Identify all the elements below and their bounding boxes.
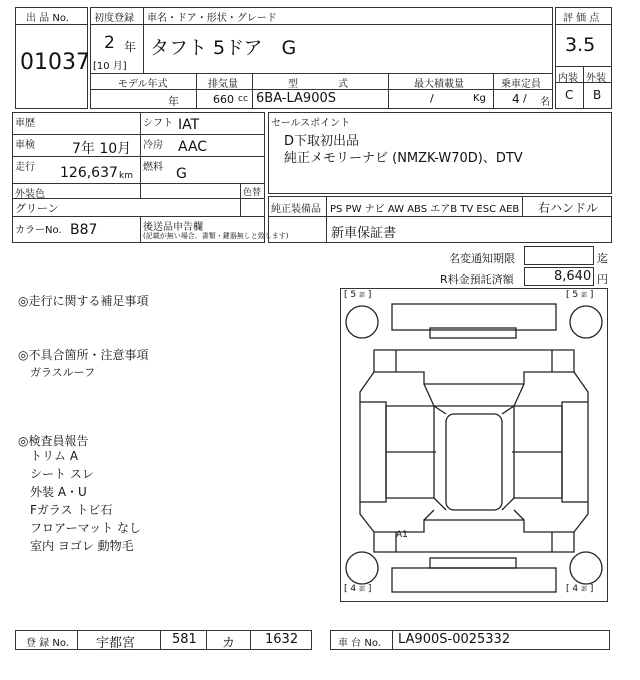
shift-label: シフト [143, 118, 173, 129]
chassis-value: LA900S-0025332 [398, 632, 511, 647]
sales-point-line1: D下取初出品 [284, 134, 360, 149]
max-load-unit: Kg [473, 93, 486, 104]
aftermarket-label: 後送品申告欄 [143, 222, 203, 233]
tire-rear-left: [ 4 部 ] [344, 584, 372, 594]
max-load-sep: / [430, 92, 434, 105]
displacement-unit: cc [238, 94, 248, 104]
reg-kana: カ [222, 636, 236, 651]
inspection-label: 車検 [15, 140, 35, 151]
car-diagram [340, 288, 608, 602]
year-unit: 年 [124, 40, 137, 54]
notice-box [524, 246, 594, 265]
reg-label: 登 録 No. [26, 638, 69, 649]
mileage-unit: km [119, 171, 133, 181]
equipment-label: 純正装備品 [271, 204, 321, 215]
report-item: 室内 ヨゴレ 動物毛 [30, 539, 134, 553]
sales-point-line2: 純正メモリーナビ (NMZK-W70D)、DTV [284, 151, 523, 166]
inspector-label: ◎検査員報告 [18, 434, 89, 448]
equipment-items: PS PW ナビ AW ABS エアB TV ESC AEB [330, 204, 520, 215]
car-name-label: 車名・ドア・形状・グレード [147, 13, 277, 24]
capacity-unit: 名 [540, 97, 550, 108]
ac-label: 冷房 [143, 140, 163, 151]
first-reg-year: 2 [104, 33, 115, 53]
report-item: トリム A [30, 449, 79, 463]
score-label: 評 価 点 [563, 13, 600, 24]
warranty: 新車保証書 [331, 226, 397, 241]
tire-front-right: [ 5 部 ] [566, 290, 594, 300]
mileage-value: 126,637 [60, 165, 118, 181]
first-reg-label: 初度登録 [94, 13, 134, 24]
tire-rear-right: [ 4 部 ] [566, 584, 594, 594]
recycle-label: R料金預託済額 [440, 273, 514, 286]
first-reg-month: [10 月] [93, 61, 127, 72]
exterior-label: 外装 [586, 73, 606, 84]
steering: 右ハンドル [538, 201, 599, 215]
history-label: 車歴 [15, 118, 35, 129]
score-value: 3.5 [565, 34, 596, 56]
interior-grade: C [565, 88, 574, 102]
max-load-label: 最大積載量 [414, 79, 464, 90]
defect-item: ガラスルーフ [30, 366, 96, 379]
lot-no-label: 出 品 No. [26, 13, 69, 24]
color-change-label: 色替 [243, 188, 262, 198]
reg-number: 1632 [265, 632, 299, 647]
capacity-value: 4 [512, 92, 520, 106]
fuel-value: G [176, 166, 187, 182]
inspection-value: 7年 10月 [72, 141, 132, 157]
report-item: シート スレ [30, 467, 94, 481]
chassis-label: 車 台 No. [338, 638, 381, 649]
report-item: フロアーマット なし [30, 521, 141, 535]
aftermarket-note: (記載が無い場合、書類・鍵器無しと致します) [143, 232, 289, 240]
type-label: 型 式 [288, 79, 348, 90]
capacity-sep: / [523, 92, 527, 105]
shift-value: IAT [178, 117, 200, 133]
exterior-grade: B [593, 88, 602, 102]
lot-no: 01037 [20, 50, 90, 75]
exterior-color-label: 外装色 [15, 189, 45, 200]
car-name: タフト 5ドア G [150, 37, 297, 59]
color-no-label: カラーNo. [15, 225, 62, 236]
tire-front-left: [ 5 部 ] [344, 290, 372, 300]
capacity-label: 乗車定員 [501, 79, 541, 90]
damage-mark-a1: A1 [396, 530, 408, 540]
notice-label: 名変通知期限 [449, 252, 515, 265]
sales-point-label: セールスポイント [271, 118, 351, 129]
drive-notes-label: ◎走行に関する補足事項 [18, 294, 149, 308]
type-value: 6BA-LA900S [256, 91, 336, 106]
report-item: Fガラス トビ石 [30, 503, 113, 517]
reg-class: 581 [172, 632, 197, 647]
model-year-unit: 年 [168, 95, 179, 108]
displacement-value: 660 [213, 93, 234, 106]
exterior-color-value: グリーン [15, 202, 59, 215]
model-year-label: モデル年式 [118, 79, 168, 90]
report-item: 外装 A・U [30, 485, 87, 499]
defect-notes-label: ◎不具合箇所・注意事項 [18, 348, 149, 362]
ac-value: AAC [178, 139, 208, 155]
displacement-label: 排気量 [208, 79, 238, 90]
reg-area: 宇都宮 [96, 636, 136, 651]
mileage-label: 走行 [15, 162, 35, 173]
recycle-unit: 円 [597, 273, 608, 286]
fuel-label: 燃料 [143, 162, 163, 173]
interior-label: 内装 [558, 73, 578, 84]
color-no-value: B87 [70, 222, 98, 238]
notice-unit: 迄 [597, 252, 608, 265]
recycle-amount: 8,640 [554, 269, 592, 284]
